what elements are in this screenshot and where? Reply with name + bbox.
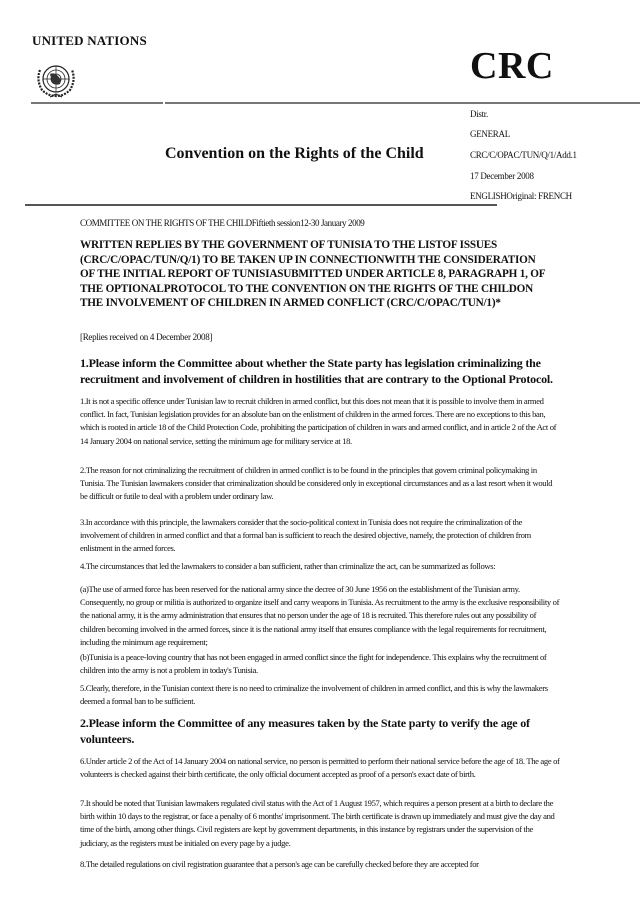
meta-distr: Distr. (470, 109, 488, 119)
paragraph-3: 3.In accordance with this principle, the lawmakers consider that the socio-political context in Tunisia does not require the criminalization of the involvement of children in armed conflict and that a formal ban is sufficient to reach the desired objective, namely, the protection of children from enlistment in the armed forces. (80, 517, 531, 554)
header-rule-right (165, 102, 640, 104)
paragraph-4a: (a)The use of armed force has been reserved for the national army since the decree of 30 June 1956 on the establishment of the Tunisian army. Consequently, no group or militia is authorized to organize itself and carry weapons in Tunisia. As recruitment to the army is the exclusive responsibility of the national army, it is the army administration that ensures that no person under the age of 18 is recruited. This therefore rules out any possibility of children becoming involved in the armed forces, since it is the national army itself that ensures compliance with the legal requirements for recruitment, including the minimum age requirement; (80, 584, 560, 647)
un-emblem-icon (32, 60, 80, 102)
header-bottom-rule (25, 204, 497, 206)
paragraph-1: 1.It is not a specific offence under Tunisian law to recruit children in armed conflict, but this does not mean that it is possible to involve them in armed conflict. In fact, Tunisian legislation provides for an absolute ban on the enlistment of children in the armed forces. There are no exceptions to this ban, which is rooted in article 18 of the Child Protection Code, prohibiting the participation of children in wars and armed conflict, and in article 2 of the Act of 14 January 2004 on national service, setting the minimum age for military service at 18. (80, 396, 557, 446)
received-note: [Replies received on 4 December 2008] (80, 332, 213, 342)
paragraph-2: 2.The reason for not criminalizing the recruitment of children in armed conflict is to be found in the principles that govern criminal policymaking in Tunisia. The Tunisian lawmakers consider that criminalization should be considered only in exceptional circumstances and as a last resort when it would be difficult or futile to deal with a problem under ordinary law. (80, 465, 553, 502)
paragraph-8: 8.The detailed regulations on civil registration guarantee that a person's age can be carefully checked before they are accepted for (80, 859, 479, 869)
question-2-heading: 2.Please inform the Committee of any measures taken by the State party to verify the age of volunteers. (80, 716, 530, 746)
paragraph-6: 6.Under article 2 of the Act of 14 January 2004 on national service, no person is permitted to perform their national service before the age of 18. The age of volunteers is checked against their birth certificate, the only official document accepted as proof of a person's exact date of birth. (80, 756, 560, 780)
convention-title: Convention on the Rights of the Child (165, 145, 424, 162)
meta-date: 17 December 2008 (470, 171, 534, 181)
document-symbol-crc: CRC (470, 45, 554, 87)
paragraph-4b: (b)Tunisia is a peace-loving country that has not been engaged in armed conflict since the fight for independence. This explains why the recruitment of children into the army is not a problem in today's Tunisia. (80, 652, 547, 676)
header-rule-left (31, 102, 163, 104)
organization-name: UNITED NATIONS (32, 33, 147, 48)
question-1-heading: 1.Please inform the Committee about whether the State party has legislation criminalizing the recruitment and involvement of children in hostilities that are contrary to the Optional Protocol. (80, 356, 553, 386)
paragraph-4: 4.The circumstances that led the lawmakers to consider a ban sufficient, rather than criminalize the act, can be summarized as follows: (80, 561, 496, 571)
meta-doc-symbol: CRC/C/OPAC/TUN/Q/1/Add.1 (470, 150, 577, 160)
meta-distribution: GENERAL (470, 129, 510, 139)
paragraph-7: 7.It should be noted that Tunisian lawmakers regulated civil status with the Act of 1 August 1957, which requires a person present at a birth to declare the birth within 10 days to the registrar, or face a penalty of 6 months' imprisonment. The birth certificate is drawn up immediately and must give the day and time of the birth, among other things. Civil registers are kept by government departments, in this instance by registrars under the supervision of the judiciary, as the registers must be initialed on every page by a judge. (80, 798, 555, 848)
committee-line: COMMITTEE ON THE RIGHTS OF THE CHILDFiftieth session12-30 January 2009 (80, 218, 365, 228)
meta-language: ENGLISHOriginal: FRENCH (470, 191, 572, 201)
paragraph-5: 5.Clearly, therefore, in the Tunisian context there is no need to criminalize the involvement of children in armed conflict, and this is why the lawmakers deemed a formal ban to be sufficient. (80, 683, 548, 707)
document-main-title: WRITTEN REPLIES BY THE GOVERNMENT OF TUNISIA TO THE LISTOF ISSUES (CRC/C/OPAC/TUN/Q/1) TO BE TAKEN UP IN CONNECTIONWITH THE CONSIDERATION OF THE INITIAL REPORT OF TUNISIASUBMITTED UNDER ARTICLE 8, PARAGRAPH 1, OF THE OPTIONALPROTOCOL TO THE CONVENTION ON THE RIGHTS OF THE CHILDON THE INVOLVEMENT OF CHILDREN IN ARMED CONFLICT (CRC/C/OPAC/TUN/1)* (80, 239, 546, 309)
